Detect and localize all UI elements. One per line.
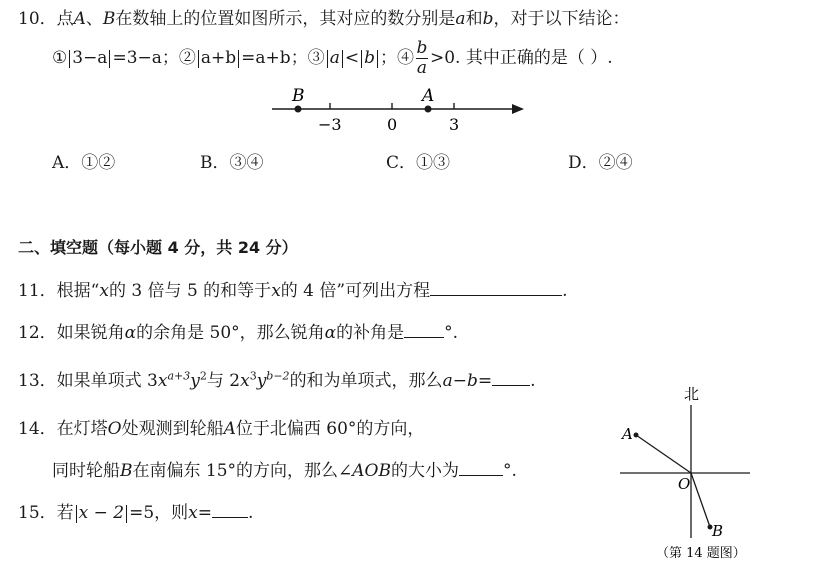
fraction-b-over-a: $\frac{b}{a}$	[416, 38, 428, 78]
q11-answer-blank[interactable]	[430, 281, 562, 296]
q12: 12．如果锐角α的余角是 50°，那么锐角α的补角是 °.	[18, 323, 459, 343]
arrow-right-icon	[512, 104, 524, 114]
ray-ob	[691, 473, 710, 527]
q13-answer-blank[interactable]	[492, 371, 530, 386]
q10-option-d[interactable]: D．②④	[568, 153, 633, 173]
point-b-dot	[295, 106, 302, 113]
q11: 11．根据“x的 3 倍与 5 的和等于x的 4 倍”可列出方程 .	[18, 281, 568, 301]
point-a-label: A	[422, 86, 435, 106]
q13: 13．如果单项式 $3x^{a+3}y^2$与 $2x^3y^{b-2}$的和为单项式，那么a−b= .	[18, 369, 536, 391]
section-title: 二、填空题（每小题 4 分，共 24 分）	[18, 238, 298, 257]
q12-answer-blank[interactable]	[404, 323, 444, 338]
q10-option-b[interactable]: B．③④	[200, 153, 264, 173]
point-b-label: B	[292, 86, 305, 106]
q14-answer-blank[interactable]	[459, 461, 503, 476]
ray-oa	[636, 435, 691, 473]
q14-line2: 同时轮船B在南偏东 15°的方向，那么∠AOB的大小为 °.	[52, 461, 517, 481]
q10-stem: 10．点A、B在数轴上的位置如图所示，其对应的数分别是a和b，对于以下结论：	[18, 9, 630, 29]
figure-caption: （第 14 题图）	[656, 546, 746, 561]
point-a-dot	[634, 433, 639, 438]
figure-o-label: O	[678, 475, 691, 493]
point-a-dot	[425, 106, 432, 113]
figure-a-label: A	[622, 425, 633, 443]
tick-label-neg3: −3	[318, 115, 342, 134]
q10-number: 10．	[18, 9, 57, 29]
q10-conclusions: ① 3−a =3−a；② a+b =a+b；③ a < b ；④ $\frac{b}{a}$ >0. 其中正确的是（ ）.	[52, 38, 613, 78]
north-label: 北	[684, 385, 700, 403]
q10-option-c[interactable]: C．①③	[386, 153, 451, 173]
figure-b-label: B	[712, 522, 724, 540]
q14-direction-figure	[600, 383, 790, 565]
q15-answer-blank[interactable]	[212, 503, 248, 518]
tick-label-0: 0	[387, 115, 398, 134]
tick-label-3: 3	[449, 115, 460, 134]
q14-line1: 14．在灯塔O处观测到轮船A位于北偏西 60°的方向，	[18, 419, 425, 439]
number-line-figure	[262, 82, 532, 138]
q10-option-a[interactable]: A．①②	[52, 153, 116, 173]
q15: 15．若 x − 2 =5，则x= .	[18, 503, 254, 523]
